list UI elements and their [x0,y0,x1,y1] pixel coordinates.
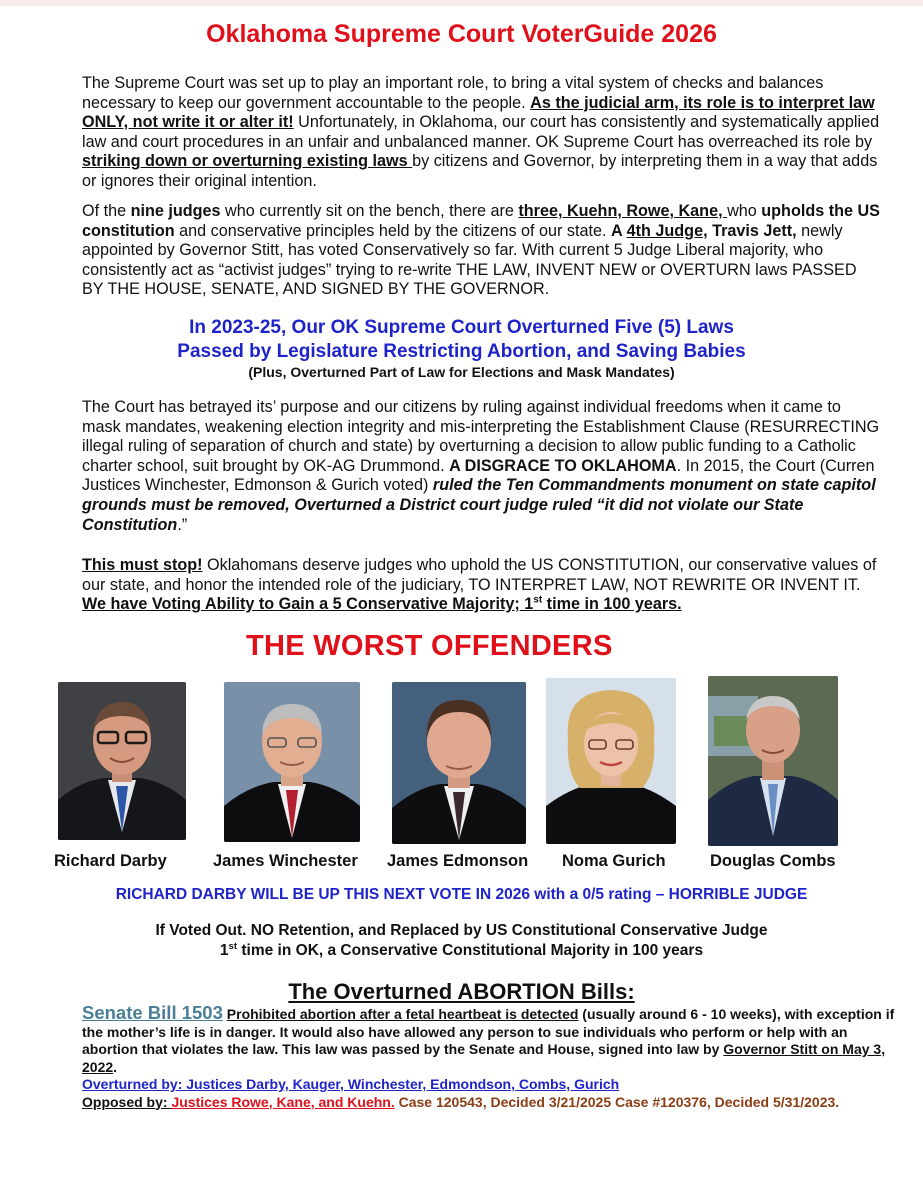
senate-bill-1503-paragraph [82,1004,902,1111]
upholds-constitution: upholds the US constitution [82,202,880,240]
fourth-judge: 4th Judge [626,221,704,240]
overturned-label: Overturned by: [82,1076,187,1092]
retention-line-2a: 1 [219,942,229,959]
retention-block [0,921,923,961]
overturned-justices: Justices Darby, Kauger, Winchester, Edmondson, Combs, Gurich [186,1076,620,1092]
majority-text-a: We have Voting Ability to Gain a 5 Conservative Majority; 1 [82,595,534,614]
retention-sup: st [228,940,238,952]
nine-judges: nine judges [130,202,221,220]
majority-sup: st [533,594,543,606]
abortion-bills-heading: The Overturned ABORTION Bills: [288,979,635,1004]
photo-richard-darby [58,682,186,840]
intro-paragraph [82,74,882,192]
must-stop-paragraph [82,556,882,615]
judge-name-edmonson: James Edmonson [387,852,529,870]
judges-paragraph [82,202,882,300]
photo-noma-gurich [546,678,676,844]
betrayal-paragraph [82,398,882,535]
betrayal-text-3: .” [177,515,188,534]
judges-text-2: who currently sit on the bench, there are [220,202,519,220]
conservative-judges: three, Kuehn, Rowe, Kane, [518,202,728,220]
intro-text-1: The Supreme Court was set up to play an important role, to bring a vital system of checks and balances necessary to keep our government accountable to the people. [82,74,824,112]
top-band [0,0,923,6]
judge-name-winchester: James Winchester [213,852,358,870]
betrayal-text-1: The Court has betrayed its’ purpose and our citizens by ruling against individual freedoms when it came to mask mandates, weakening election integrity and mis-interpreting the Establishment Clause (RESURRECTING illegal ruling of separation of church and state) by overturning a decision to allow public funding to a Catholic charter school, suit brought by OK-AG Drummond. [82,398,880,475]
opposed-justices: Justices Rowe, Kane, and Kuehn. [171,1093,395,1110]
betrayal-text-2: . In 2015, the Court (Curren Justices Winchester, Edmonson & Gurich voted) [82,456,875,495]
bill-text-2: . [113,1058,118,1075]
judge-name-gurich: Noma Gurich [562,852,666,870]
judges-text-5: newly appointed by Governor Stitt, has voted Conservatively so far. With current 5 Judge Liberal majority, who consistently act as “activist judges” trying to re-write THE LAW, INVENT NEW or OVERTURN laws PASSED BY THE HOUSE, SENATE, AND SIGNED BY THE GOVERNOR. [82,221,857,299]
judges-text-4: and conservative principles held by the citizens of our state. [174,221,612,240]
intro-text-2: Unfortunately, in Oklahoma, our court has consistently and systematically applied law and court procedures in an unfair and unbalanced manner. OK Supreme Court has overreached its role by [82,113,880,151]
senate-bill-1503-link[interactable]: Senate Bill 1503 [82,1002,223,1023]
ten-commandments-ruling: ruled the Ten Commandments monument on state capitol grounds must be removed, Overturned a District court judge ruled “it did not violate our State Constitution [82,476,876,534]
fourth-judge-prefix: A [611,221,627,240]
retention-line-1: If Voted Out. NO Retention, and Replaced by US Constitutional Conservative Judge [155,922,768,939]
bill-text-1: (usually around 6 - 10 weeks), with exception if the mother’s life is in danger. It would also have allowed any person to sue individuals who perform or help with an abortion that violates the law. This law was passed by the Senate and House, signed into law by [82,1006,895,1057]
headline-line-1: In 2023-25, Our OK Supreme Court Overturned Five (5) Laws [189,317,734,338]
photo-james-winchester [224,682,360,842]
must-stop-text: Oklahomans deserve judges who uphold the US CONSTITUTION, our conservative values of our state, and honor the intended role of the judiciary, TO INTERPRET LAW, NOT REWRITE OR INVENT IT. [82,556,877,594]
travis-jett: , Travis Jett, [703,221,797,240]
bill-summary: Prohibited abortion after a fetal heartbeat is detected [226,1006,579,1022]
judge-name-combs: Douglas Combs [710,852,836,870]
headline-line-2: Passed by Legislature Restricting Abortion, and Saving Babies [177,341,746,362]
opposed-label: Opposed by: [82,1093,172,1110]
bill-signed-date: Governor Stitt on May 3, 2022 [82,1041,886,1075]
intro-text-3: by citizens and Governor, by interpreting them in a way that adds or ignores their original intention. [82,152,878,190]
overturned-by-line [82,1076,619,1092]
page-title: Oklahoma Supreme Court VoterGuide 2026 [206,20,717,48]
worst-offenders-heading: THE WORST OFFENDERS [246,630,613,662]
photo-james-edmonson [392,682,526,844]
retention-line-2b: time in OK, a Conservative Constitutional Majority in 100 years [237,942,704,959]
conservative-majority-claim [82,595,682,613]
headline-subtitle: (Plus, Overturned Part of Law for Elections and Mask Mandates) [248,364,675,380]
must-stop: This must stop! [82,556,203,574]
judges-text-3: who [727,202,762,220]
case-numbers: Case 120543, Decided 3/21/2025 Case #120376, Decided 5/31/2023. [394,1093,840,1110]
judges-text-1: Of the [82,202,131,220]
retention-line-2 [0,941,923,961]
intro-emphasis-role: As the judicial arm, its role is to interpret law ONLY, not write it or alter it! [82,93,875,132]
disgrace-text: A DISGRACE TO OKLAHOMA [449,456,677,475]
majority-text-b: time in 100 years. [542,595,682,614]
intro-emphasis-overturning: striking down or overturning existing laws [82,152,413,171]
photo-douglas-combs [708,676,838,846]
darby-vote-notice: RICHARD DARBY WILL BE UP THIS NEXT VOTE IN 2026 with a 0/5 rating – HORRIBLE JUDGE [115,886,808,903]
judge-name-darby: Richard Darby [54,852,167,870]
